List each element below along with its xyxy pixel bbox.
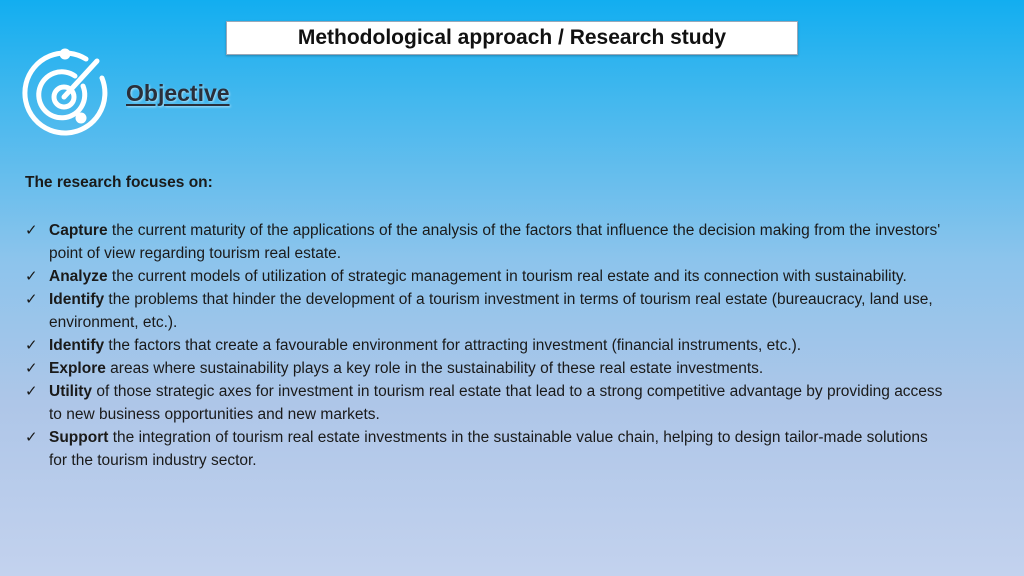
list-item bbox=[25, 426, 945, 472]
item-text: areas where sustainability plays a key role in the sustainability of these real estate investments. bbox=[105, 360, 764, 377]
item-keyword: Identify bbox=[49, 337, 105, 354]
item-keyword: Explore bbox=[49, 360, 106, 377]
item-text: the current models of utilization of strategic management in tourism real estate and its connection with sustainability. bbox=[107, 268, 907, 285]
section-heading-objective: Objective bbox=[126, 80, 230, 106]
checkmark-icon: ✓ bbox=[25, 382, 38, 400]
item-text: the integration of tourism real estate investments in the sustainable value chain, helping to design tailor-made solutions for the tourism industry sector. bbox=[49, 429, 928, 469]
list-item bbox=[25, 380, 945, 426]
target-radar-icon bbox=[18, 42, 112, 138]
item-text: the current maturity of the applications of the analysis of the factors that influence the decision making from the investors' point of view regarding tourism real estate. bbox=[49, 222, 941, 262]
item-keyword: Capture bbox=[49, 222, 108, 239]
list-item bbox=[25, 219, 945, 265]
intro-text: The research focuses on: bbox=[25, 174, 213, 191]
checkmark-icon: ✓ bbox=[25, 267, 38, 285]
page-title: Methodological approach / Research study bbox=[297, 26, 727, 49]
list-item bbox=[25, 357, 945, 380]
item-text: of those strategic axes for investment in tourism real estate that lead to a strong competitive advantage by providing access to new business opportunities and new markets. bbox=[49, 383, 943, 423]
item-text: the factors that create a favourable environment for attracting investment (financial instruments, etc.). bbox=[104, 337, 802, 354]
item-keyword: Utility bbox=[49, 383, 93, 400]
list-item bbox=[25, 265, 945, 288]
checkmark-icon: ✓ bbox=[25, 359, 38, 377]
checkmark-icon: ✓ bbox=[25, 290, 38, 308]
focus-list bbox=[25, 219, 945, 472]
item-keyword: Support bbox=[49, 429, 109, 446]
item-text: the problems that hinder the development of a tourism investment in terms of tourism real estate (bureaucracy, land use, environment, etc.). bbox=[49, 291, 933, 331]
list-item bbox=[25, 288, 945, 334]
item-keyword: Analyze bbox=[49, 268, 108, 285]
title-box bbox=[226, 21, 798, 55]
checkmark-icon: ✓ bbox=[25, 221, 38, 239]
list-item bbox=[25, 334, 945, 357]
checkmark-icon: ✓ bbox=[25, 428, 38, 446]
item-keyword: Identify bbox=[49, 291, 105, 308]
checkmark-icon: ✓ bbox=[25, 336, 38, 354]
